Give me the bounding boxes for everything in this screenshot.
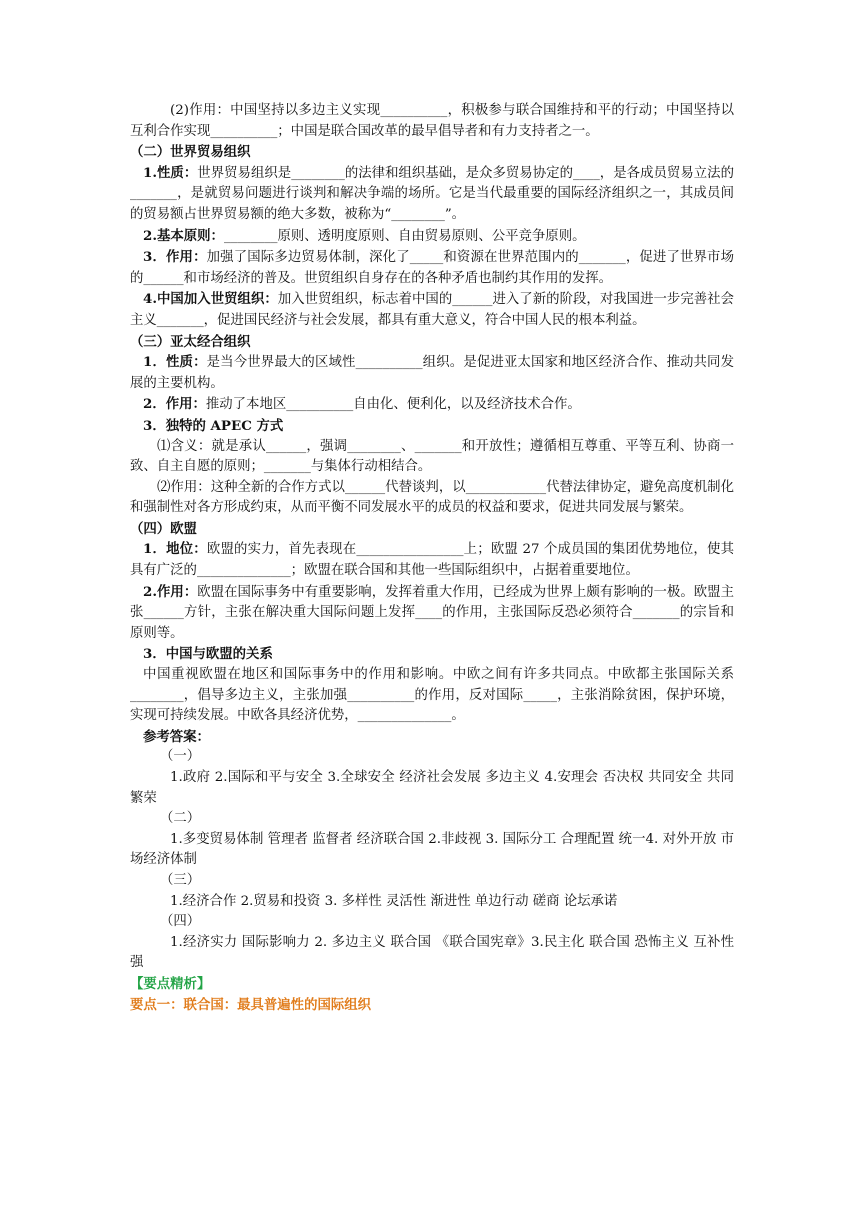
text-apec-nature: 是当今世界最大的区域性__________组织。是促进亚太国家和地区经济合作、推动共同发展的主要机构。 (130, 355, 734, 391)
paragraph-apec-nature (130, 352, 734, 394)
label-apec-role: 2．作用： (143, 396, 206, 413)
subheading-apec-way: 3．独特的 APEC 方式 (143, 417, 284, 434)
section-heading-apec: （三）亚太经合组织 (130, 333, 251, 350)
paragraph-china-eu: 中国重视欧盟在地区和国际事务中的作用和影响。中欧之间有许多共同点。中欧都主张国际关系________，倡导多边主义，主张加强__________的作用，反对国际_____，主张消除贫困，保护环境，实现可持续发展。中欧各具经济优势，______________。 (130, 667, 734, 724)
paragraph-eu-status (130, 539, 734, 581)
paragraph-wto-role (130, 247, 734, 289)
label-nature: 1.性质： (143, 164, 198, 181)
label-apec-nature: 1．性质： (143, 354, 207, 371)
label-role: 3．作用： (143, 249, 207, 266)
text-wto-nature: 世界贸易组织是________的法律和组织基础，是众多贸易协定的____，是各成员贸易立法的_______，是就贸易问题进行谈判和解决争端的场所。它是当代最重要的国际经济组织之一，其成员间的贸易额占世界贸易额的绝大多数，被称为“________”。 (130, 165, 734, 222)
paragraph-un-role: (2)作用：中国坚持以多边主义实现__________，积极参与联合国维持和平的行动；中国坚持以互利合作实现__________；中国是联合国改革的最早倡导者和有力支持者之一。 (130, 103, 734, 139)
answers-section-4: 1.经济实力 国际影响力 2. 多边主义 联合国 《联合国宪章》3.民主化 联合国 恐怖主义 互补性强 (130, 934, 734, 971)
paragraph-china-wto (130, 289, 734, 331)
section-heading-eu: （四）欧盟 (130, 520, 197, 537)
paragraph-apec-role (130, 394, 734, 416)
text-china-wto: 加入世贸组织，标志着中国的______进入了新的阶段，对我国进一步完善社会主义_______，促进国民经济与社会发展，都具有重大意义，符合中国人民的根本利益。 (130, 292, 734, 328)
paragraph-apec-effect: ⑵作用：这种全新的合作方式以______代替谈判，以____________代替法律协定，避免高度机制化和强制性对各方形成约束，从而平衡不同发展水平的成员的权益和要求，促进共同发展与繁荣。 (130, 479, 734, 516)
label-eu-status: 1．地位： (143, 541, 207, 558)
paragraph-apec-meaning: ⑴含义：就是承认______，强调________、_______和开放性；遵循相互尊重、平等互利、协商一致、自主自愿的原则；_______与集体行动相结合。 (130, 438, 734, 475)
text-wto-principles: ________原则、透明度原则、自由贸易原则、公平竞争原则。 (223, 228, 586, 244)
answers-label-4: （四） (160, 914, 201, 930)
paragraph-eu-role (130, 582, 734, 645)
answers-label-1: （一） (160, 749, 201, 765)
answers-label-3: （三） (160, 872, 201, 888)
label-principles: 2.基本原则： (143, 227, 224, 244)
answers-heading: 参考答案： (143, 728, 210, 745)
answers-section-1: 1.政府 2.国际和平与安全 3.全球安全 经济社会发展 多边主义 4.安理会 否决权 共同安全 共同繁荣 (130, 770, 734, 806)
answers-section-3: 1.经济合作 2.贸易和投资 3. 多样性 灵活性 渐进性 单边行动 磋商 论坛承诺 (170, 893, 618, 909)
document-page (130, 101, 734, 1015)
key-points-heading: 【要点精析】 (130, 975, 211, 992)
section-heading-wto: （二）世界贸易组织 (130, 144, 251, 161)
text-wto-role: 加强了国际多边贸易体制，深化了_____和资源在世界范围内的_______，促进了世界市场的______和市场经济的普及。世贸组织自身存在的各种矛盾也制约其作用的发挥。 (130, 250, 734, 286)
text-eu-role: 欧盟在国际事务中有重要影响，发挥着重大作用，已经成为世界上颇有影响的一极。欧盟主张______方针，主张在解决重大国际问题上发挥____的作用，主张国际反恐必须符合_______的宗旨和原则等。 (130, 584, 734, 641)
text-eu-status: 欧盟的实力，首先表现在________________上；欧盟 27 个成员国的集团优势地位，使其具有广泛的______________；欧盟在联合国和其他一些国际组织中，占据着重要地位。 (130, 542, 734, 579)
paragraph-wto-nature (130, 163, 734, 226)
answers-label-2: （二） (160, 811, 201, 827)
label-eu-role: 2.作用： (143, 583, 198, 600)
paragraph-wto-principles (130, 226, 734, 248)
key-point-1-heading: 要点一：联合国：最具普遍性的国际组织 (130, 996, 372, 1013)
label-china-wto: 4.中国加入世贸组织： (143, 291, 278, 308)
subheading-china-eu: 3．中国与欧盟的关系 (143, 646, 273, 663)
text-apec-role: 推动了本地区__________自由化、便利化，以及经济技术合作。 (205, 397, 581, 413)
answers-section-2: 1.多变贸易体制 管理者 监督者 经济联合国 2.非歧视 3. 国际分工 合理配置 统一4. 对外开放 市场经济体制 (130, 831, 734, 868)
